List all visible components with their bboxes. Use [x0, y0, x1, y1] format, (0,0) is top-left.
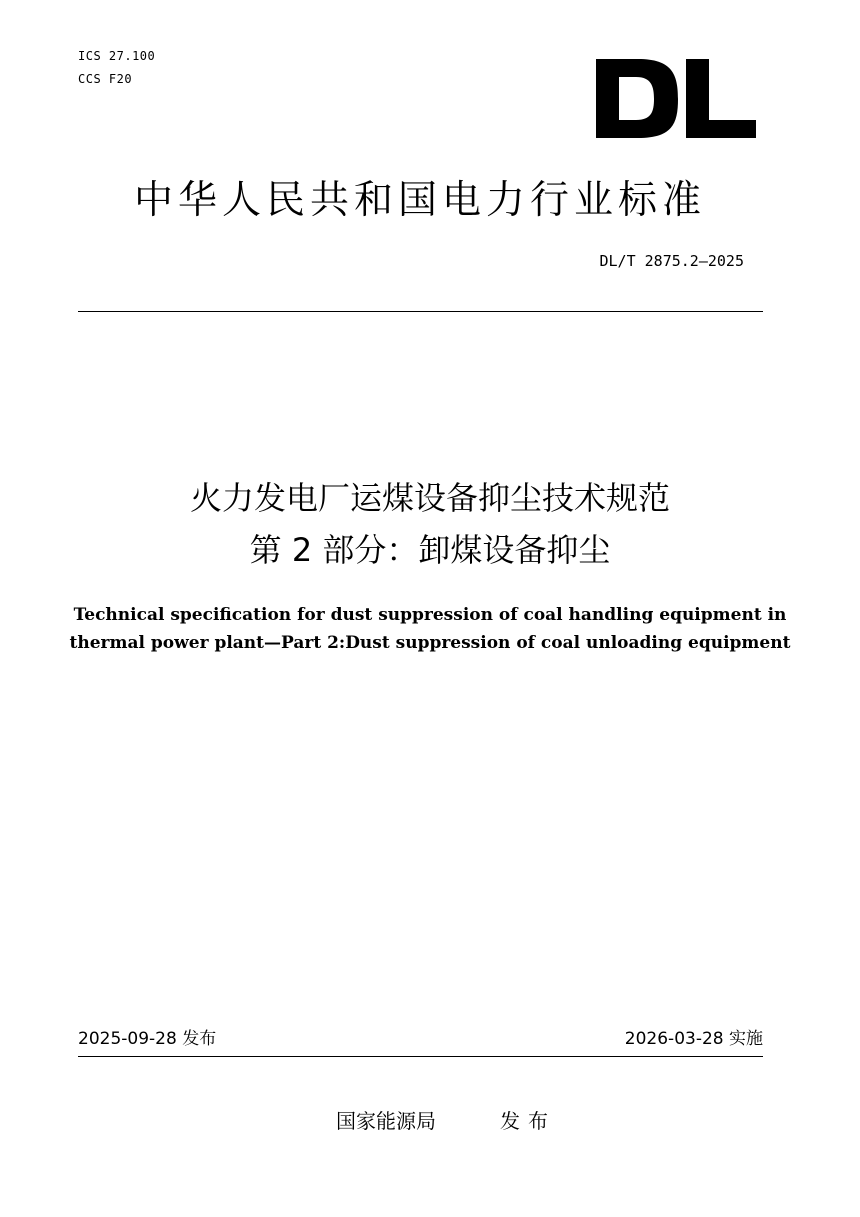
ics-code: ICS 27.100	[78, 49, 156, 63]
english-title-line-1: Technical specification for dust suppression of coal handling equipment in	[73, 605, 787, 625]
bottom-divider	[78, 1056, 763, 1057]
english-title-line-2: thermal power plant—Part 2:Dust suppression of coal unloading equipment	[69, 633, 791, 653]
ccs-code: CCS F20	[78, 72, 133, 86]
implementation-date: 2026-03-28 实施	[624, 1029, 763, 1049]
chinese-title-line-2: 第 2 部分：卸煤设备抑尘	[249, 531, 611, 569]
organization-title: 中华人民共和国电力行业标准	[133, 178, 706, 223]
chinese-title-line-1: 火力发电厂运煤设备抑尘技术规范	[189, 479, 670, 517]
issued-label: 发布	[500, 1109, 556, 1133]
dl-logo	[596, 44, 766, 154]
issue-date: 2025-09-28 发布	[78, 1029, 217, 1049]
issuing-authority: 国家能源局	[336, 1109, 436, 1133]
standard-number: DL/T 2875.2—2025	[599, 252, 744, 270]
top-divider	[78, 311, 763, 312]
